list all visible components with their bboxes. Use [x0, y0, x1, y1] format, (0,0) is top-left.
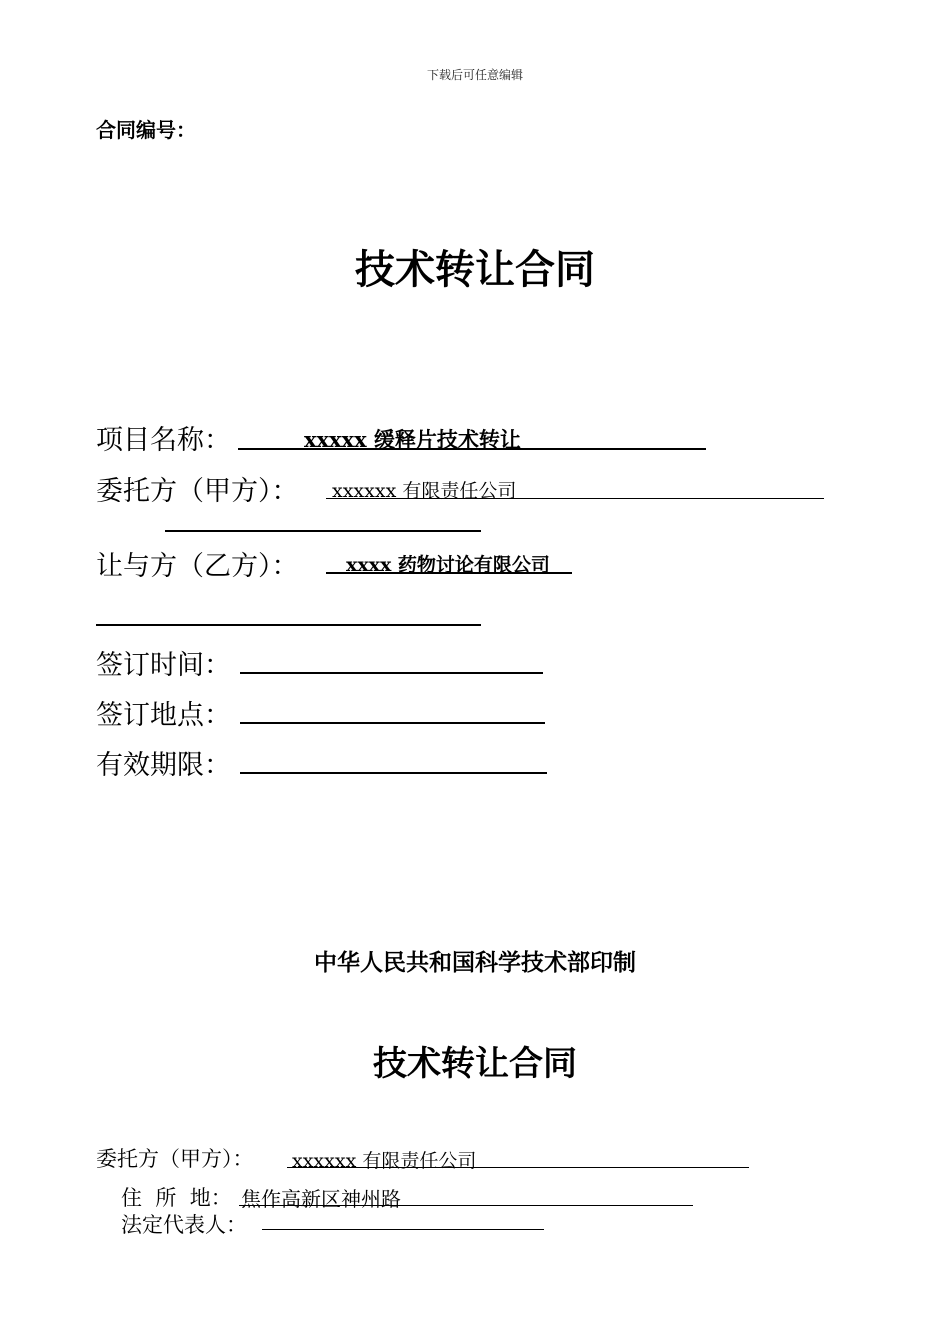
transferee-value: xxxx 药物讨论有限公司 [346, 554, 550, 576]
client-continuation-line [165, 508, 481, 532]
transferee-label: 让与方（乙方）： [96, 551, 299, 582]
legal-rep-label: 法定代表人： [121, 1213, 247, 1237]
validity-line [240, 748, 547, 774]
transferee-continuation-line [96, 602, 481, 626]
party-a-label: 委托方（甲方）： [96, 1147, 254, 1171]
client-value: xxxxxx 有限责任公司 [332, 480, 517, 502]
contract-number-label: 合同编号： [96, 118, 196, 142]
validity-label: 有效期限： [96, 750, 231, 781]
header-note: 下载后可任意编辑 [426, 68, 523, 82]
legal-rep-line [262, 1209, 544, 1230]
cover-title: 技术转让合同 [355, 247, 595, 293]
project-name-value: xxxxx 缓释片技术转让 [304, 427, 521, 452]
project-name-label: 项目名称： [96, 425, 231, 456]
sign-place-label: 签订地点： [96, 700, 231, 731]
ministry-line: 中华人民共和国科学技术部印制 [314, 950, 636, 976]
address-value: 焦作高新区神州路 [241, 1187, 401, 1211]
address-label: 住 所 地： [121, 1186, 232, 1210]
body-title: 技术转让合同 [373, 1044, 577, 1084]
party-a-value: xxxxxx 有限责任公司 [292, 1150, 477, 1172]
client-label: 委托方（甲方）： [96, 476, 299, 507]
sign-time-label: 签订时间： [96, 650, 231, 681]
sign-time-line [240, 648, 543, 674]
sign-place-line [240, 698, 545, 724]
